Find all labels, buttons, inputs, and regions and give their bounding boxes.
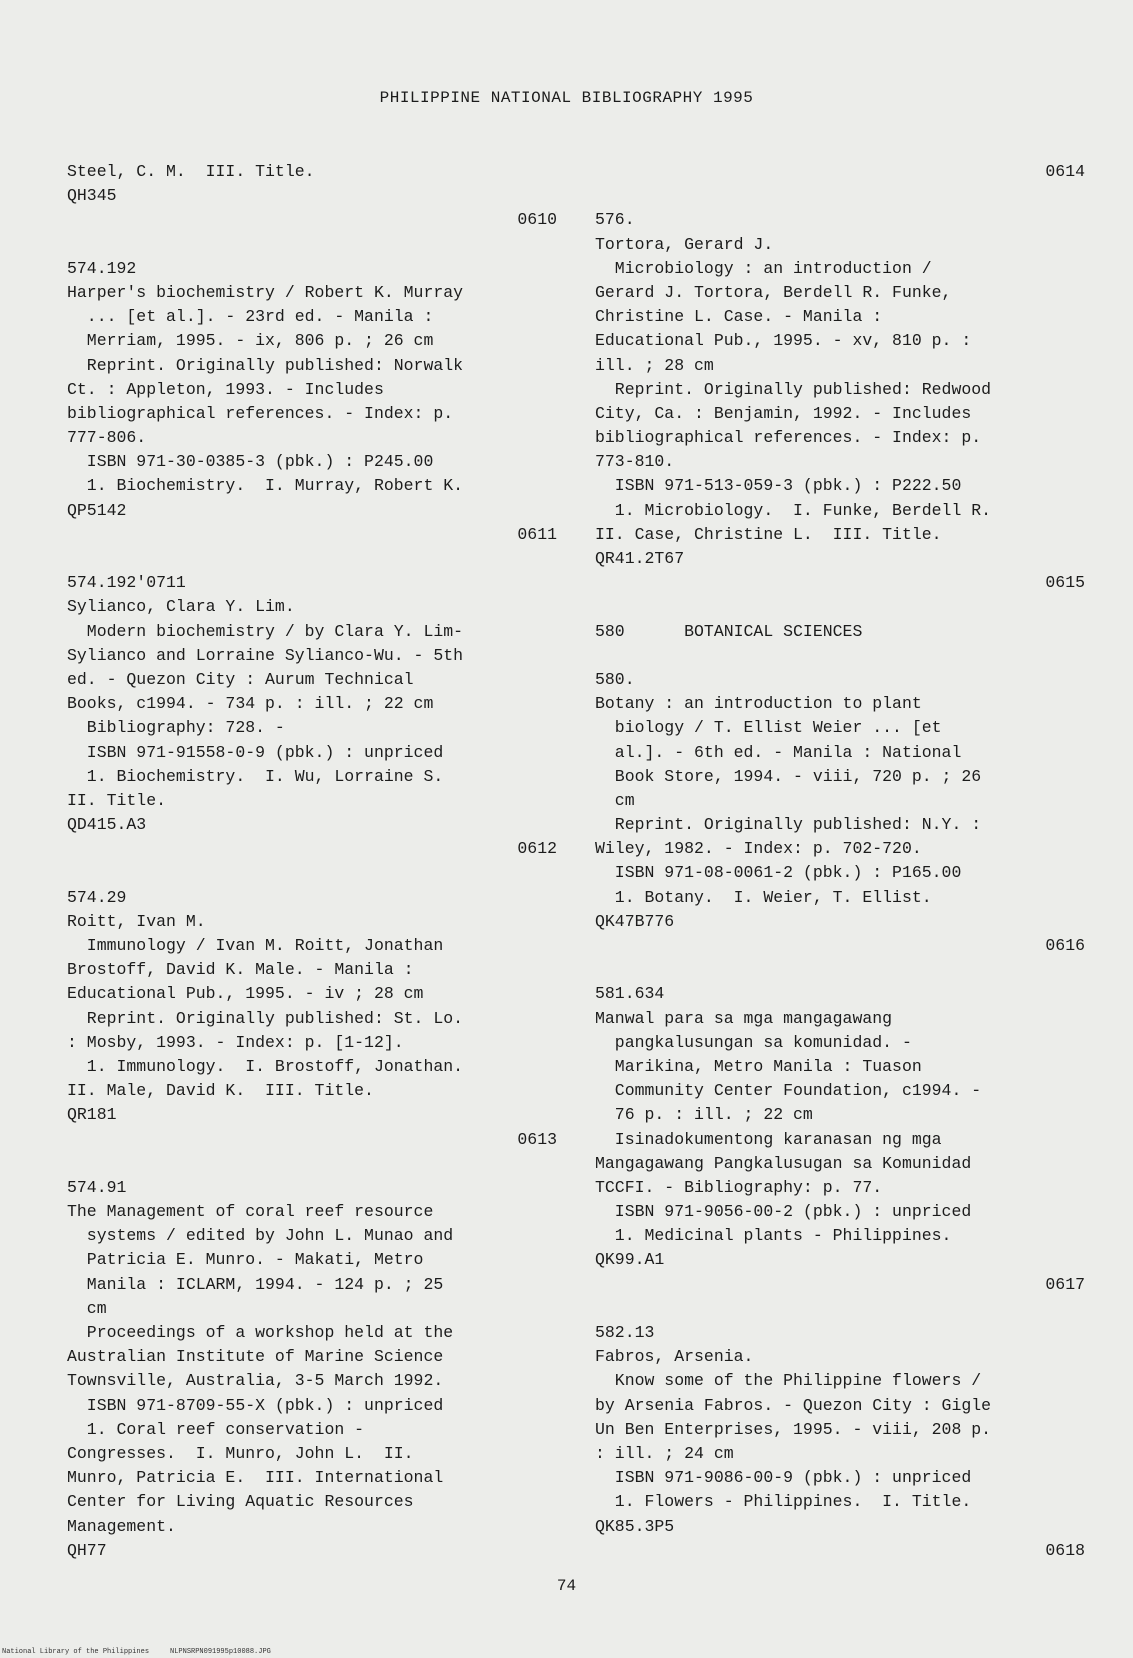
entry-line — [595, 958, 1085, 982]
entry-line: 1. Flowers - Philippines. I. Title. — [595, 1492, 972, 1512]
entry-line: ISBN 971-513-059-3 (pbk.) : P222.50 — [595, 476, 962, 496]
entry-line — [595, 1297, 1085, 1321]
entry-number: 0612 — [517, 839, 557, 859]
entry-line: Tortora, Gerard J. — [595, 234, 774, 254]
entry-line: 1. Medicinal plants - Philippines. — [595, 1226, 952, 1246]
entry-line: QH77 — [67, 1540, 107, 1560]
entry-line: II. Male, David K. III. Title. — [67, 1081, 374, 1101]
entry-line: Management. — [67, 1516, 176, 1536]
entry-line: Townsville, Australia, 3-5 March 1992. — [67, 1371, 444, 1391]
entry-line: Fabros, Arsenia. — [595, 1347, 754, 1367]
entry-line: al.]. - 6th ed. - Manila : National — [595, 742, 962, 762]
entry-line: Educational Pub., 1995. - xv, 810 p. : — [595, 331, 972, 351]
entry-line: Reprint. Originally published: N.Y. : — [595, 815, 982, 835]
entry-line: Reprint. Originally published: Norwalk — [67, 355, 464, 375]
entry-line — [595, 644, 1085, 668]
page-title: PHILIPPINE NATIONAL BIBLIOGRAPHY 1995 — [379, 89, 754, 107]
entry-line: by Arsenia Fabros. - Quezon City : Gigle — [595, 1395, 992, 1415]
entry-line: Center for Living Aquatic Resources — [67, 1492, 414, 1512]
entry-line — [595, 184, 1085, 208]
entry-line: QR181 — [67, 1105, 117, 1125]
entry-line: Microbiology : an introduction / — [595, 258, 932, 278]
entry-line: 574.192'0711 — [67, 573, 186, 593]
entry-line: pangkalusungan sa komunidad. - — [595, 1032, 912, 1052]
entry-line: ISBN 971-8709-55-X (pbk.) : unpriced — [67, 1395, 444, 1415]
entry-line: 1. Microbiology. I. Funke, Berdell R. — [595, 500, 992, 520]
bibliography-column-right — [595, 160, 1085, 1563]
entry-line: Immunology / Ivan M. Roitt, Jonathan — [67, 936, 444, 955]
entry-line: 1. Botany. I. Weier, T. Ellist. — [595, 887, 932, 907]
entry-line: 76 p. : ill. ; 22 cm — [595, 1105, 813, 1125]
entry-line: Book Store, 1994. - viii, 720 p. ; 26 — [595, 766, 982, 786]
entry-line: 576. — [595, 210, 635, 230]
entry-line: 1. Biochemistry. I. Wu, Lorraine S. — [67, 766, 444, 786]
entry-line: cm — [595, 790, 635, 810]
entry-line: Roitt, Ivan M. — [67, 911, 206, 931]
entry-line: QK85.3P5 — [595, 1516, 675, 1536]
entry-line: Educational Pub., 1995. - iv ; 28 cm — [67, 984, 424, 1004]
entry-line: Isinadokumentong karanasan ng mga — [595, 1129, 942, 1149]
entry-line: cm — [67, 1298, 107, 1318]
entry-line: II. Title. — [67, 790, 167, 810]
entry-line: Steel, C. M. III. Title. — [67, 162, 315, 181]
entry-number: 0616 — [1045, 936, 1085, 955]
page-number: 74 — [556, 1577, 577, 1595]
entry-line: QK47B776 — [595, 911, 675, 931]
entry-line: Know some of the Philippine flowers / — [595, 1371, 982, 1391]
entry-line — [67, 233, 557, 257]
entry-line: ISBN 971-9086-00-9 (pbk.) : unpriced — [595, 1468, 972, 1488]
bibliography-column-left — [67, 160, 557, 1563]
entry-line: ISBN 971-9056-00-2 (pbk.) : unpriced — [595, 1202, 972, 1222]
entry-line: QH345 — [67, 186, 117, 206]
entry-line: Harper's biochemistry / Robert K. Murray — [67, 282, 464, 302]
entry-line: City, Ca. : Benjamin, 1992. - Includes — [595, 403, 972, 423]
entry-line: 580. — [595, 669, 635, 689]
entry-line: ill. ; 28 cm — [595, 355, 714, 375]
entry-line: Manwal para sa mga mangagawang — [595, 1008, 893, 1028]
entry-line: Reprint. Originally published: Redwood — [595, 379, 992, 399]
entry-line — [67, 861, 557, 885]
entry-line: Modern biochemistry / by Clara Y. Lim- — [67, 621, 464, 641]
entry-line: Sylianco, Clara Y. Lim. — [67, 597, 295, 617]
entry-line: ed. - Quezon City : Aurum Technical — [67, 669, 414, 689]
entry-line — [595, 595, 1085, 619]
entry-line: QR41.2T67 — [595, 549, 685, 568]
entry-line: 580 BOTANICAL SCIENCES — [595, 621, 863, 641]
entry-line: systems / edited by John L. Munao and — [67, 1226, 454, 1246]
entry-line: Sylianco and Lorraine Sylianco-Wu. - 5th — [67, 645, 464, 665]
entry-number: 0617 — [1045, 1274, 1085, 1294]
entry-line: Manila : ICLARM, 1994. - 124 p. ; 25 — [67, 1274, 444, 1294]
entry-line: : Mosby, 1993. - Index: p. [1-12]. — [67, 1032, 404, 1052]
entry-line: II. Case, Christine L. III. Title. — [595, 524, 942, 544]
entry-number: 0614 — [1045, 162, 1085, 181]
entry-line: Christine L. Case. - Manila : — [595, 307, 883, 327]
entry-line: Marikina, Metro Manila : Tuason — [595, 1056, 922, 1076]
entry-line: TCCFI. - Bibliography: p. 77. — [595, 1177, 883, 1197]
entry-line: QP5142 — [67, 500, 127, 520]
entry-line: ISBN 971-30-0385-3 (pbk.) : P245.00 — [67, 452, 434, 472]
entry-line: Gerard J. Tortora, Berdell R. Funke, — [595, 282, 952, 302]
entry-line: Un Ben Enterprises, 1995. - viii, 208 p. — [595, 1419, 992, 1439]
entry-number: 0610 — [517, 210, 557, 230]
entry-line: 773-810. — [595, 452, 675, 472]
entry-line: Merriam, 1995. - ix, 806 p. ; 26 cm — [67, 331, 434, 351]
entry-line: Proceedings of a workshop held at the — [67, 1323, 454, 1342]
entry-line: bibliographical references. - Index: p. — [67, 403, 454, 423]
entry-number: 0615 — [1045, 573, 1085, 593]
entry-line: ... [et al.]. - 23rd ed. - Manila : — [67, 307, 434, 327]
entry-line: 574.192 — [67, 258, 137, 278]
entry-line: Australian Institute of Marine Science — [67, 1347, 444, 1367]
entry-line: ISBN 971-08-0061-2 (pbk.) : P165.00 — [595, 863, 962, 883]
entry-line: Bibliography: 728. - — [67, 718, 285, 738]
entry-line: 1. Immunology. I. Brostoff, Jonathan. — [67, 1056, 464, 1076]
entry-line: Brostoff, David K. Male. - Manila : — [67, 960, 414, 980]
entry-line: 574.91 — [67, 1177, 127, 1197]
entry-number: 0613 — [517, 1129, 557, 1149]
entry-line: 1. Biochemistry. I. Murray, Robert K. — [67, 476, 464, 496]
entry-number: 0611 — [517, 524, 557, 544]
entry-line: Mangagawang Pangkalusugan sa Komunidad — [595, 1153, 972, 1173]
entry-line: Botany : an introduction to plant — [595, 694, 922, 714]
entry-line: Books, c1994. - 734 p. : ill. ; 22 cm — [67, 694, 434, 714]
entry-line: QD415.A3 — [67, 815, 147, 835]
scan-credit: National Library of the Philippines NLPNSRPN091995p10088.JPG — [2, 1648, 271, 1656]
entry-line: 777-806. — [67, 428, 147, 448]
entry-line: Ct. : Appleton, 1993. - Includes — [67, 379, 384, 399]
entry-line: The Management of coral reef resource — [67, 1202, 434, 1222]
entry-line: Wiley, 1982. - Index: p. 702-720. — [595, 839, 922, 859]
entry-number: 0618 — [1045, 1540, 1085, 1560]
entry-line: biology / T. Ellist Weier ... [et — [595, 718, 942, 738]
entry-line: Munro, Patricia E. III. International — [67, 1468, 444, 1488]
entry-line — [67, 547, 557, 571]
entry-line: 581.634 — [595, 984, 665, 1004]
entry-line: Reprint. Originally published: St. Lo. — [67, 1008, 464, 1028]
entry-line: 574.29 — [67, 887, 127, 907]
entry-line: 1. Coral reef conservation - — [67, 1419, 365, 1439]
entry-line: Patricia E. Munro. - Makati, Metro — [67, 1250, 424, 1270]
entry-line: ISBN 971-91558-0-9 (pbk.) : unpriced — [67, 742, 444, 762]
entry-line: 582.13 — [595, 1323, 655, 1342]
entry-line: : ill. ; 24 cm — [595, 1443, 734, 1463]
entry-line — [67, 1152, 557, 1176]
entry-line: Community Center Foundation, c1994. - — [595, 1081, 982, 1101]
entry-line: QK99.A1 — [595, 1250, 665, 1270]
entry-line: Congresses. I. Munro, John L. II. — [67, 1443, 414, 1463]
entry-line: bibliographical references. - Index: p. — [595, 428, 982, 448]
